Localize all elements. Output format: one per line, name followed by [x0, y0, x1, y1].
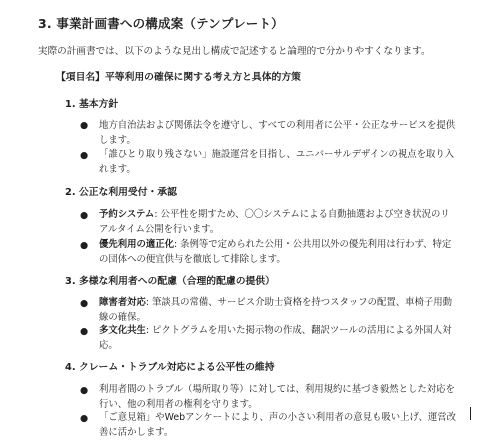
document-title: 3. 事業計画書への構成案（テンプレート） — [38, 16, 284, 31]
list-item-label: 障害者対応 — [99, 297, 146, 308]
list-item-text: 「誰ひとり取り残さない」施設運営を目指し、ユニバーサルデザインの視点を取り入れます。 — [99, 149, 455, 175]
list-item — [99, 147, 459, 177]
list-item-label: 多文化共生 — [99, 325, 146, 336]
list-item — [99, 382, 459, 412]
list-item — [99, 118, 459, 148]
bullet-icon: ● — [80, 120, 89, 131]
bullet-icon: ● — [80, 298, 89, 309]
list-item-text: 地方自治法および関係法令を遵守し、すべての利用者に公平・公正なサービスを提供します。 — [99, 120, 456, 146]
list-item — [99, 295, 459, 325]
list-item-text: : 筆談具の常備、サービス介助士資格を持つスタッフの配置、車椅子用動線の確保。 — [99, 297, 453, 323]
list-item — [99, 207, 459, 237]
list-item — [99, 410, 459, 440]
bullet-icon: ● — [80, 210, 89, 221]
intro-paragraph: 実際の計画書では、以下のような見出し構成で記述すると論理的で分かりやすくなります。 — [38, 46, 431, 57]
list-item-text: : 公平性を期すため、〇〇システムによる自動抽選および空き状況のリアルタイム公開を行います。 — [99, 209, 450, 235]
section-heading-basic-policy: 1. 基本方針 — [65, 99, 119, 110]
list-item-text: : ピクトグラムを用いた掲示物の作成、翻訳ツールの活用による外国人対応。 — [99, 325, 452, 351]
list-item — [99, 237, 459, 267]
list-item-text: 「ご意見箱」やWebアンケートにより、声の小さい利用者の意見も吸い上げ、運営改善に活かします。 — [99, 412, 457, 438]
bullet-icon: ● — [80, 413, 89, 424]
bullet-icon: ● — [80, 385, 89, 396]
list-item-label: 優先利用の適正化 — [99, 239, 175, 250]
list-item — [99, 323, 459, 353]
bullet-icon: ● — [80, 240, 89, 251]
bullet-icon: ● — [80, 326, 89, 337]
section-heading-diverse-users: 3. 多様な利用者への配慮（合理的配慮の提供） — [65, 276, 275, 287]
list-item-label: 予約システム — [99, 209, 155, 220]
section-heading-complaint-handling: 4. クレーム・トラブル対応による公平性の維持 — [65, 362, 275, 373]
item-heading: 【項目名】平等利用の確保に関する考え方と具体的方策 — [56, 72, 301, 83]
bullet-icon: ● — [80, 150, 89, 161]
list-item-text: : 条例等で定められた公用・公共用以外の優先利用は行わず、特定の団体への便宜供与を徹底して排除します。 — [99, 239, 452, 265]
section-heading-fair-reception: 2. 公正な利用受付・承認 — [65, 187, 177, 198]
text-cursor — [470, 407, 471, 420]
list-item-text: 利用者間のトラブル（場所取り等）に対しては、利用規約に基づき毅然とした対応を行い、他の利用者の権利を守ります。 — [99, 384, 455, 410]
